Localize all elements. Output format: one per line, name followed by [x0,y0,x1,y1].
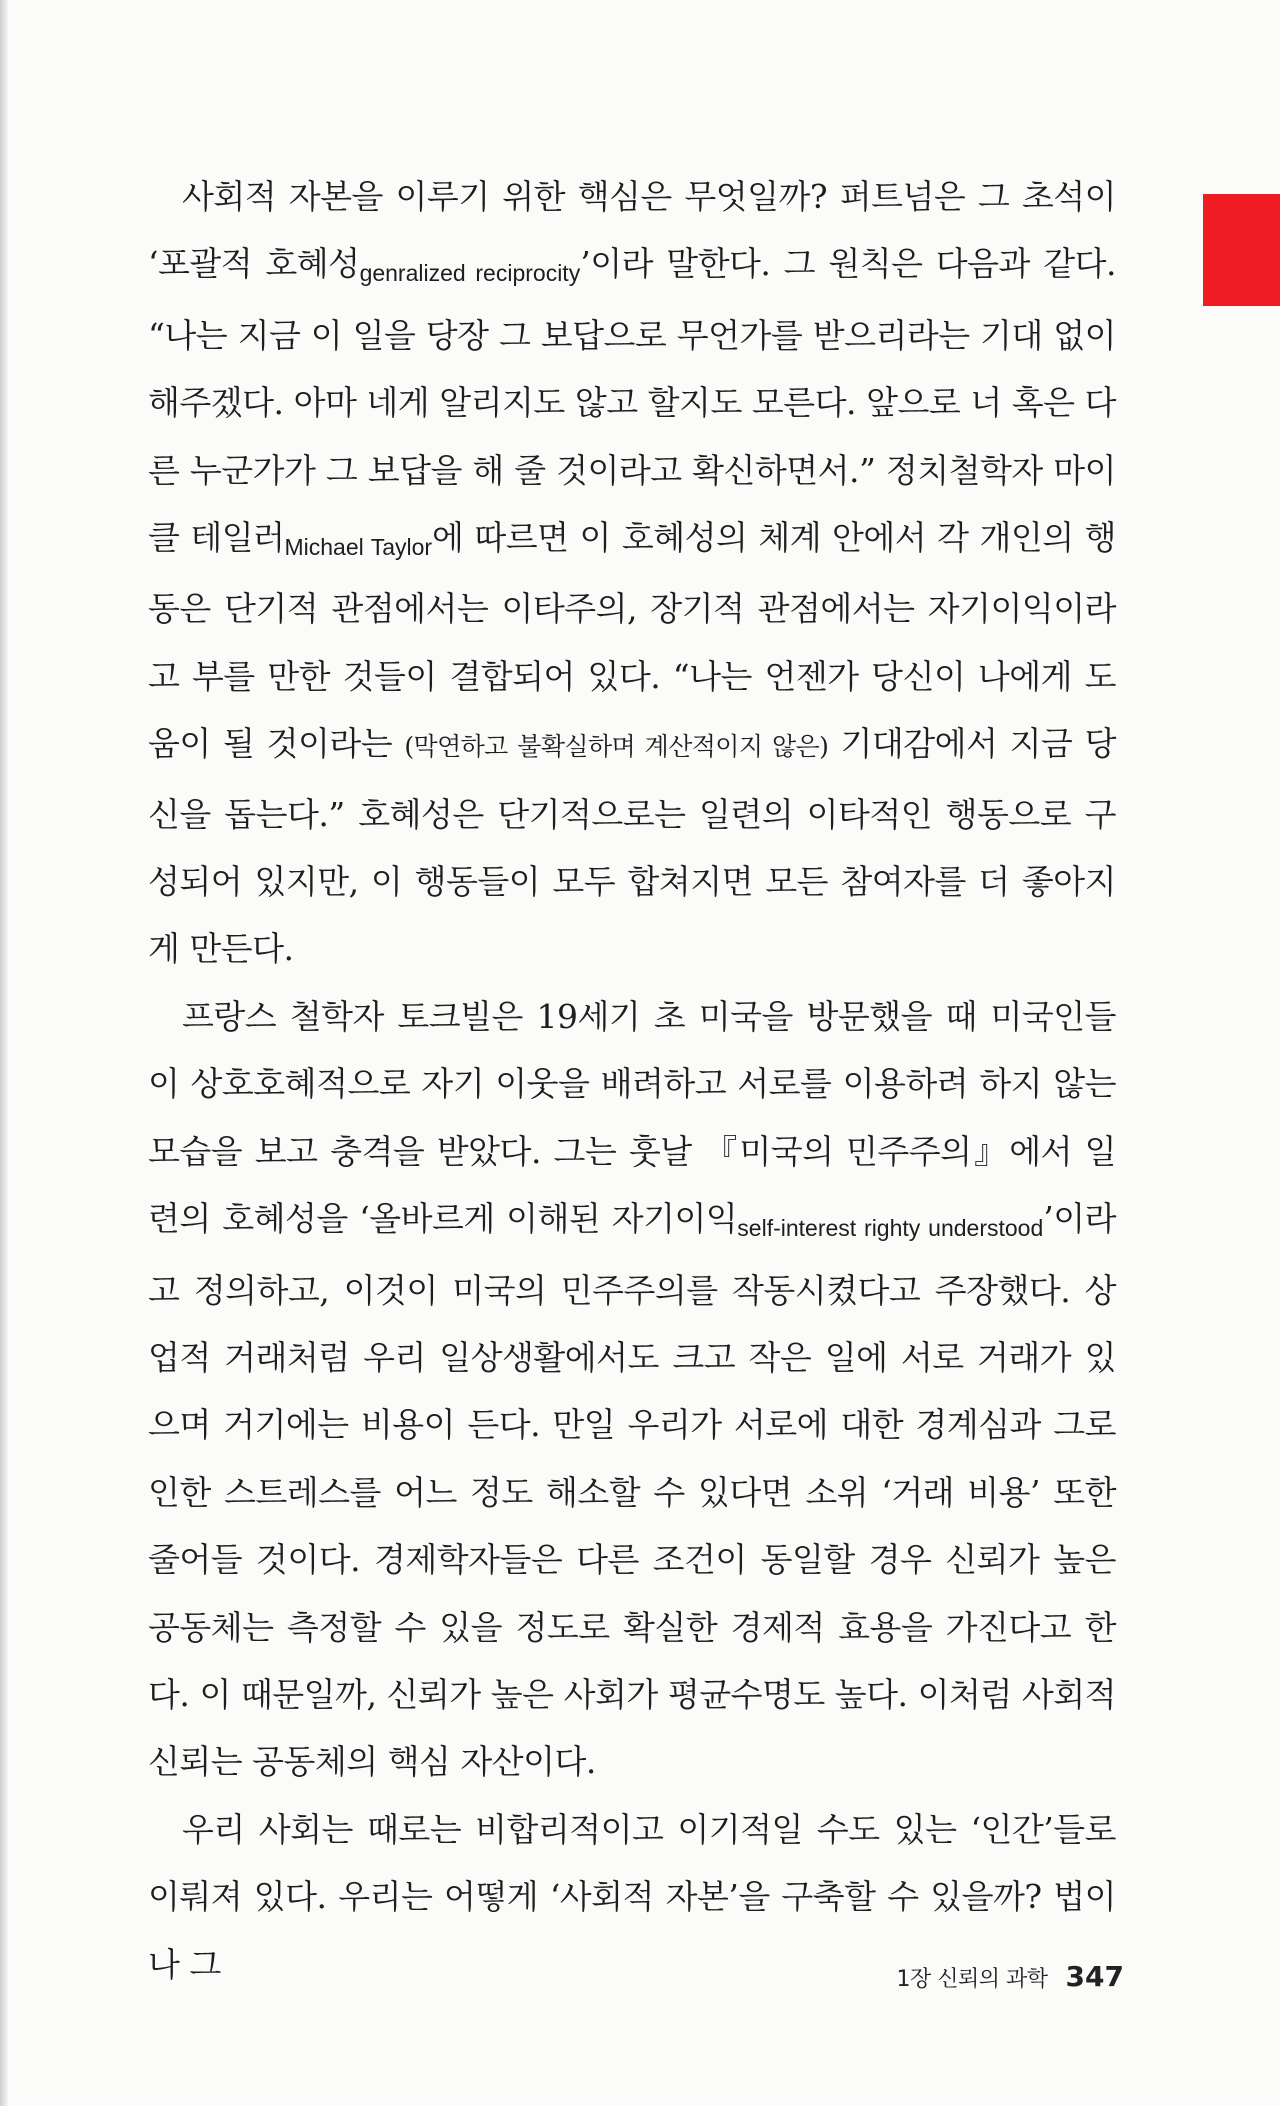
page-footer [880,1960,1124,2000]
text-run: 사회적 자본을 이루기 위한 핵심은 무엇일까? 퍼트넘은 그 초석이 ‘포괄적 호혜성 [148,177,1116,284]
page-binding-edge [0,0,8,2106]
text-run: 기대감에서 지금 당신을 돕는다.” 호혜성은 단기적으로는 일련의 이타적인 행동으로 구성되어 있지만, 이 행동들이 모두 합쳐지면 모든 참여자를 더 좋아지게 만든다. [148,724,1116,969]
original-term: genralized reciprocity [359,260,581,287]
text-run: 우리 사회는 때로는 비합리적이고 이기적일 수도 있는 ‘인간’들로 이뤄져 있다. 우리는 어떻게 ‘사회적 자본’을 구축할 수 있을까? 법이나 그 [148,1809,1116,1984]
original-term: Michael Taylor [284,534,433,561]
chapter-thumb-tab [1203,194,1280,306]
original-term: self-interest righty understood [737,1215,1044,1242]
text-run: ’이라고 정의하고, 이것이 미국의 민주주의를 작동시켰다고 주장했다. 상업적 거래처럼 우리 일상생활에서도 크고 작은 일에 서로 거래가 있으며 거기에는 비용이 든다. 만일 우리가 서로에 대한 경계심과 그로 인한 스트레스를 어느 정도 해소할 수 있다면 소위 ‘거래 비용’ 또한 줄어들 것이다. 경제학자들은 다른 조건이 동일할 경우 신뢰가 높은 공동체는 측정할 수 있을 정도로 확실한 경제적 효용을 가진다고 한다. 이 때문일까, 신뢰가 높은 사회가 평균수명도 높다. 이처럼 사회적 신뢰는 공동체의 핵심 자산이다. [148,1199,1116,1782]
paragraph [148,983,1116,1796]
page-number: 347 [1065,1960,1124,1993]
text-run: ’이라 말한다. 그 원칙은 다음과 같다. “나는 지금 이 일을 당장 그 보답으로 무언가를 받으리라는 기대 없이 해주겠다. 아마 네게 알리지도 않고 할지도 모른다. 앞으로 너 혹은 다른 누군가가 그 보답을 해 줄 것이라고 확신하면서.” 정치철학자 마이클 테일러 [148,244,1116,558]
paragraph [148,163,1116,983]
text-run: 에 따르면 이 호혜성의 체계 안에서 각 개인의 행동은 단기적 관점에서는 이타주의, 장기적 관점에서는 자기이익이라고 부를 만한 것들이 결합되어 있다. “나는 언젠가 당신이 나에게 도움이 될 것이라는 [148,518,1116,764]
body-text [148,163,1116,1998]
text-run: 프랑스 철학자 토크빌은 19세기 초 미국을 방문했을 때 미국인들이 상호호혜적으로 자기 이웃을 배려하고 서로를 이용하려 하지 않는 모습을 보고 충격을 받았다. 그는 훗날 『미국의 민주주의』에서 일련의 호혜성을 ‘올바르게 이해된 자기이익 [148,996,1116,1239]
parenthetical-note: (막연하고 불확실하며 계산적이지 않은) [404,732,829,762]
running-footer-chapter: 1장 신뢰의 과학 [896,1967,1048,1992]
